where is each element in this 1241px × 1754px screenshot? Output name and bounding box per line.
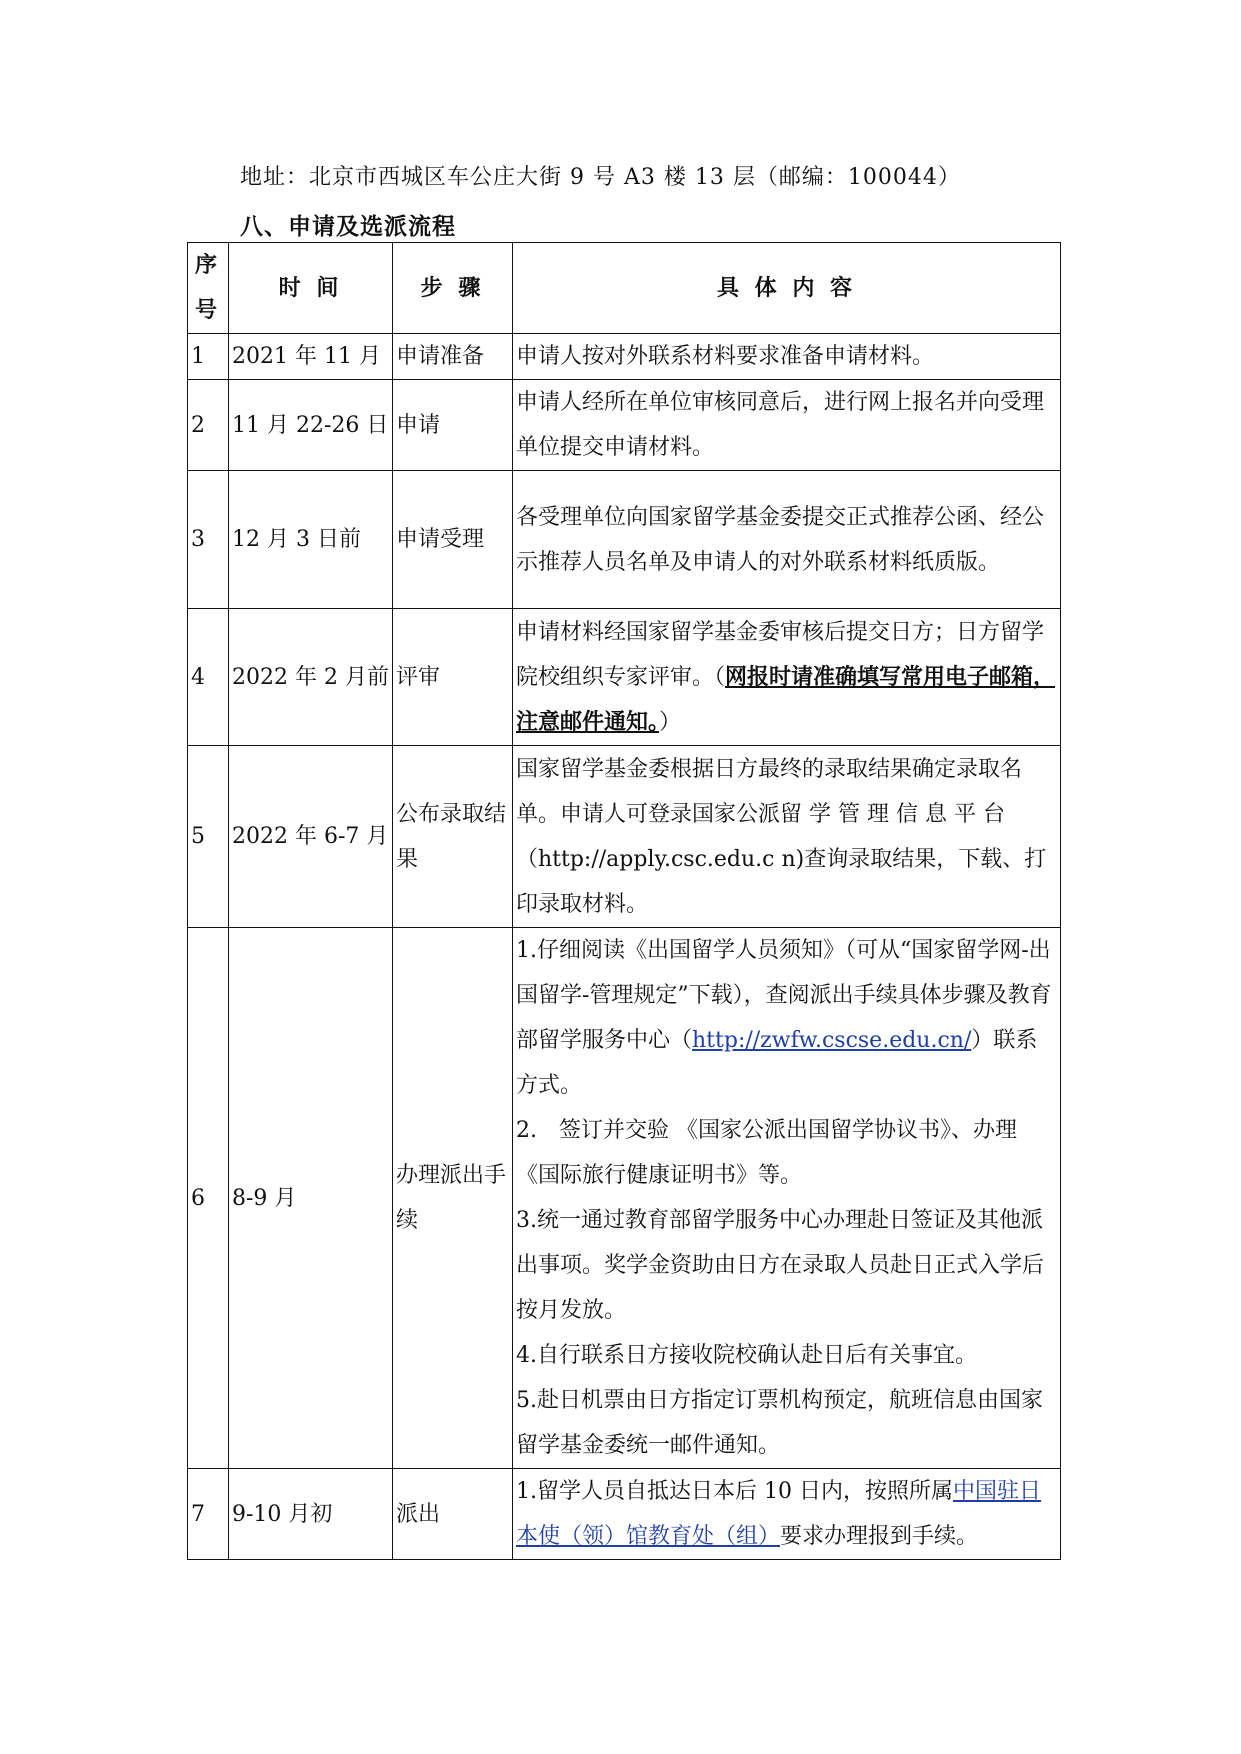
table-row [188, 928, 1061, 1469]
row-no: 5 [188, 746, 229, 928]
header-no: 序 号 [188, 243, 229, 334]
step-item-4: 4.自行联系日方接收院校确认赴日后有关事宜。 [516, 1343, 977, 1368]
header-content: 具 体 内 容 [513, 243, 1061, 334]
cscse-link[interactable]: http://zwfw.cscse.edu.cn/ [692, 1028, 972, 1053]
row-step: 申请受理 [393, 471, 513, 609]
row-time: 2022 年 6-7 月 [229, 746, 393, 928]
row-step: 派出 [393, 1469, 513, 1560]
row-time: 12 月 3 日前 [229, 471, 393, 609]
table-header-row [188, 243, 1061, 334]
email-notice: 网报时请准确填写常用电子邮箱，注意邮件通知。 [516, 663, 1056, 735]
step-item-5: 5.赴日机票由日方指定订票机构预定，航班信息由国家留学基金委统一邮件通知。 [516, 1388, 1043, 1458]
row-no: 1 [188, 334, 229, 380]
address-line: 地址：北京市西城区车公庄大街 9 号 A3 楼 13 层（邮编：100044） [240, 165, 961, 190]
row-no: 4 [188, 609, 229, 746]
row-no: 2 [188, 380, 229, 471]
row-step: 评审 [393, 609, 513, 746]
row-step: 申请 [393, 380, 513, 471]
row-step: 办理派出手续 [393, 928, 513, 1469]
section-title: 八、申请及选派流程 [240, 213, 456, 240]
row-time: 2021 年 11 月 [229, 334, 393, 380]
header-time: 时 间 [229, 243, 393, 334]
table-row [188, 471, 1061, 609]
table-row [188, 746, 1061, 928]
row-time: 8-9 月 [229, 928, 393, 1469]
table-row [188, 1469, 1061, 1560]
step-item-1: 1.仔细阅读《出国留学人员须知》（可从“国家留学网-出国留学-管理规定”下载），查阅派出手续具体步骤及教育部留学服务中心（http://zwfw.cscse.edu.cn/）联系方式。 [516, 938, 1052, 1098]
row-no: 7 [188, 1469, 229, 1560]
table-row [188, 380, 1061, 471]
row-content: 各受理单位向国家留学基金委提交正式推荐公函、经公示推荐人员名单及申请人的对外联系材料纸质版。 [513, 471, 1061, 609]
row-time: 2022 年 2 月前 [229, 609, 393, 746]
embassy-education-link[interactable]: 中国驻日本使（领）馆教育处（组） [516, 1479, 1041, 1549]
row-time: 11 月 22-26 日 [229, 380, 393, 471]
row-step: 公布录取结果 [393, 746, 513, 928]
header-step: 步 骤 [393, 243, 513, 334]
row-content: 申请人按对外联系材料要求准备申请材料。 [513, 334, 1061, 380]
row-no: 3 [188, 471, 229, 609]
row-content: 申请材料经国家留学基金委审核后提交日方；日方留学院校组织专家评审。（网报时请准确填写常用电子邮箱，注意邮件通知。） [513, 609, 1061, 746]
row-time: 9-10 月初 [229, 1469, 393, 1560]
process-table [187, 242, 1061, 1560]
row-step: 申请准备 [393, 334, 513, 380]
step-item-2: 2. 签订并交验 《国家公派出国留学协议书》、办理《国际旅行健康证明书》等。 [516, 1118, 1017, 1188]
table-row [188, 609, 1061, 746]
row-content [513, 928, 1061, 1469]
row-no: 6 [188, 928, 229, 1469]
step-item-3: 3.统一通过教育部留学服务中心办理赴日签证及其他派出事项。奖学金资助由日方在录取人员赴日正式入学后按月发放。 [516, 1208, 1045, 1323]
row-content: 国家留学基金委根据日方最终的录取结果确定录取名单。申请人可登录国家公派留 学 管 理 信 息 平 台 （http://apply.csc.edu.c n)查询录取结果，下载、打 印录取材料。 [513, 746, 1061, 928]
row-content: 申请人经所在单位审核同意后，进行网上报名并向受理单位提交申请材料。 [513, 380, 1061, 471]
row-content: 1.留学人员自抵达日本后 10 日内，按照所属中国驻日本使（领）馆教育处（组）要求办理报到手续。 [513, 1469, 1061, 1560]
table-row [188, 334, 1061, 380]
